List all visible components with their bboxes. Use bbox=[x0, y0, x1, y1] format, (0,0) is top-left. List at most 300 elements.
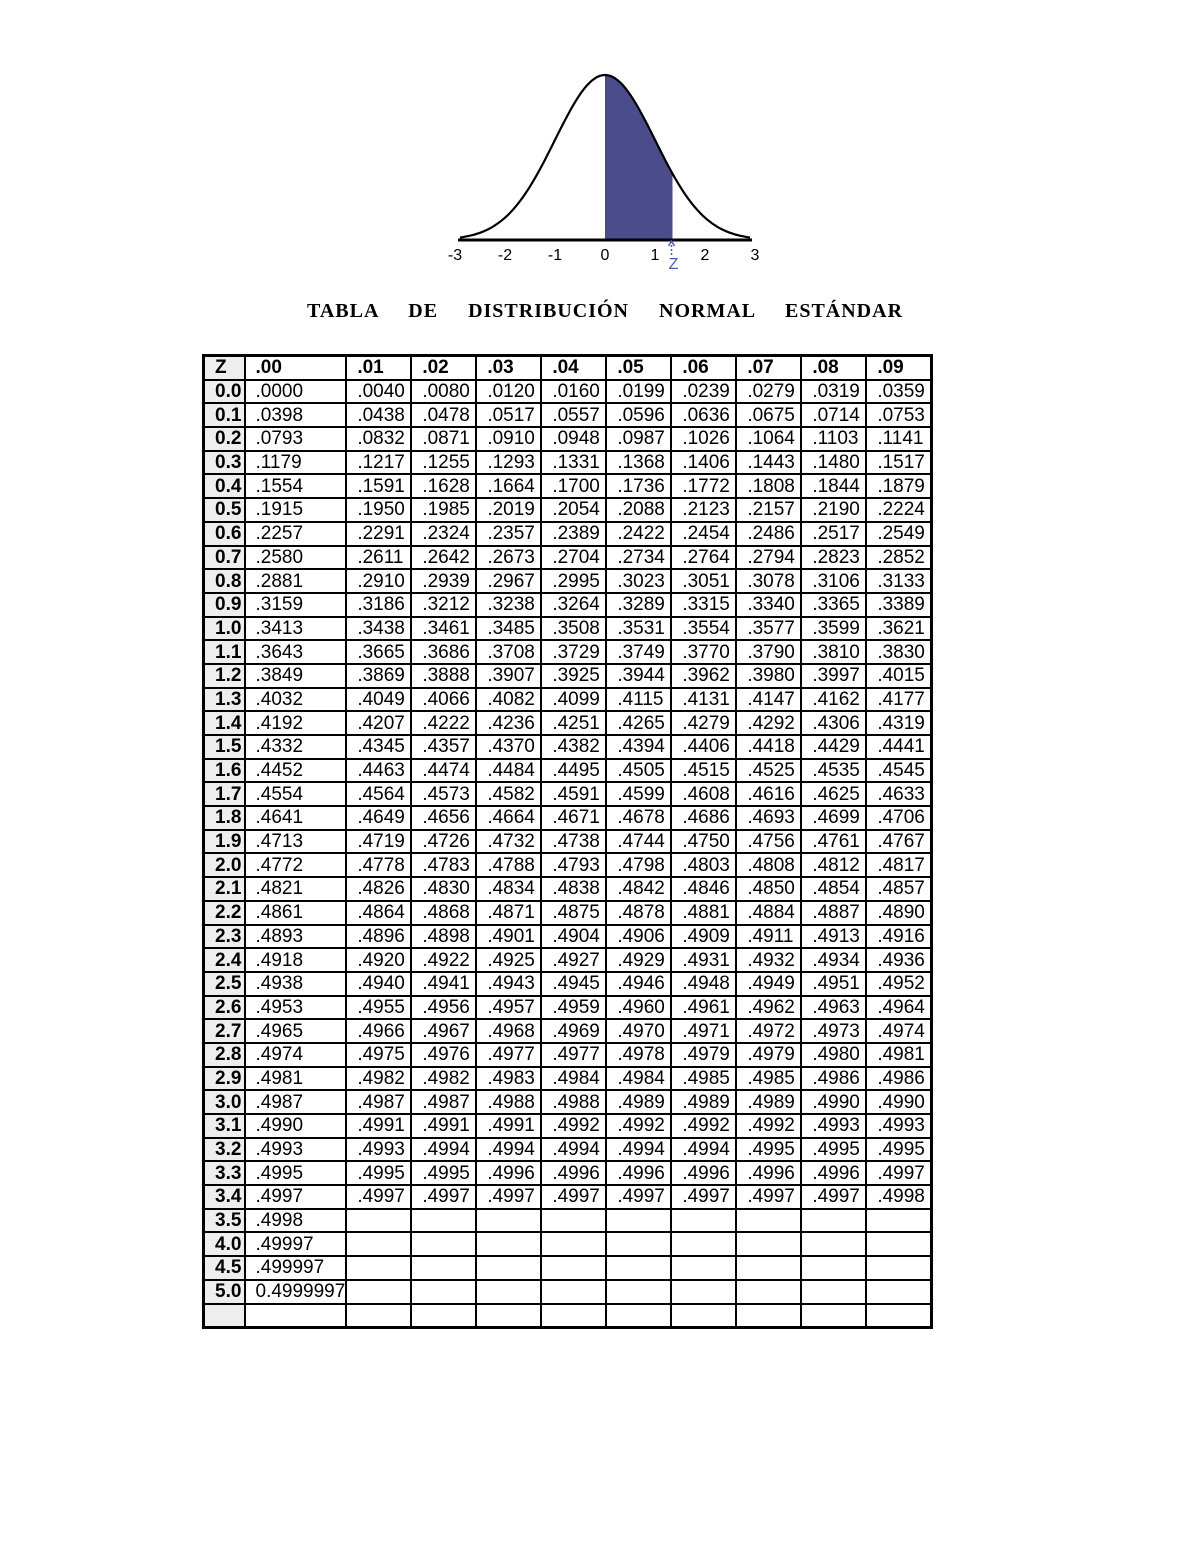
table-cell: .3461 bbox=[411, 617, 476, 641]
table-cell: .4996 bbox=[606, 1161, 671, 1185]
table-cell: .4969 bbox=[541, 1019, 606, 1043]
table-cell: .4981 bbox=[866, 1043, 931, 1067]
table-cell: .4997 bbox=[476, 1185, 541, 1209]
table-cell bbox=[801, 1304, 866, 1328]
table-row bbox=[204, 1161, 932, 1185]
table-cell: .4916 bbox=[866, 925, 931, 949]
table-cell: .4995 bbox=[411, 1161, 476, 1185]
table-cell: .2642 bbox=[411, 546, 476, 570]
table-cell: .2190 bbox=[801, 498, 866, 522]
table-cell: .4761 bbox=[801, 830, 866, 854]
table-cell: .1293 bbox=[476, 451, 541, 475]
table-cell: .3531 bbox=[606, 617, 671, 641]
table-cell: .4082 bbox=[476, 688, 541, 712]
table-cell: .2357 bbox=[476, 522, 541, 546]
table-cell: .4984 bbox=[606, 1067, 671, 1091]
table-row bbox=[204, 735, 932, 759]
table-cell: .4971 bbox=[671, 1019, 736, 1043]
table-cell: .4987 bbox=[411, 1090, 476, 1114]
z-row-label: 2.5 bbox=[204, 972, 245, 996]
table-cell: .4941 bbox=[411, 972, 476, 996]
table-row bbox=[204, 664, 932, 688]
table-cell bbox=[866, 1280, 931, 1304]
table-row bbox=[204, 593, 932, 617]
table-cell: .4959 bbox=[541, 996, 606, 1020]
table-cell: .0040 bbox=[346, 380, 411, 404]
table-cell: .3790 bbox=[736, 640, 801, 664]
table-cell bbox=[671, 1232, 736, 1256]
table-cell bbox=[411, 1232, 476, 1256]
table-cell: .0675 bbox=[736, 403, 801, 427]
table-row bbox=[204, 1209, 932, 1233]
table-cell: .4726 bbox=[411, 830, 476, 854]
table-cell bbox=[346, 1280, 411, 1304]
table-row bbox=[204, 522, 932, 546]
table-cell: .4793 bbox=[541, 853, 606, 877]
table-cell: .4783 bbox=[411, 853, 476, 877]
table-cell: .4678 bbox=[606, 806, 671, 830]
table-cell: .4951 bbox=[801, 972, 866, 996]
table-cell: .4115 bbox=[606, 688, 671, 712]
table-cell: .0199 bbox=[606, 380, 671, 404]
z-row-label: 3.4 bbox=[204, 1185, 245, 1209]
table-cell: .3508 bbox=[541, 617, 606, 641]
table-cell: .4625 bbox=[801, 782, 866, 806]
table-row bbox=[204, 1019, 932, 1043]
axis-tick-label: 1 bbox=[650, 247, 660, 264]
column-header: .08 bbox=[801, 356, 866, 380]
table-cell: .4906 bbox=[606, 925, 671, 949]
table-cell: .4871 bbox=[476, 901, 541, 925]
table-cell: .4686 bbox=[671, 806, 736, 830]
table-cell: .4474 bbox=[411, 759, 476, 783]
table-cell: .3621 bbox=[866, 617, 931, 641]
table-cell: .1844 bbox=[801, 474, 866, 498]
table-cell: .4990 bbox=[866, 1090, 931, 1114]
table-cell bbox=[476, 1304, 541, 1328]
z-row-label: 0.5 bbox=[204, 498, 245, 522]
table-row bbox=[204, 1280, 932, 1304]
table-cell: .4131 bbox=[671, 688, 736, 712]
axis-tick-label: -1 bbox=[547, 247, 563, 264]
table-cell: .4394 bbox=[606, 735, 671, 759]
table-cell: .4772 bbox=[245, 853, 347, 877]
table-cell: .4992 bbox=[671, 1114, 736, 1138]
table-cell: .3686 bbox=[411, 640, 476, 664]
table-cell: .0517 bbox=[476, 403, 541, 427]
table-cell: .3708 bbox=[476, 640, 541, 664]
table-cell: .0359 bbox=[866, 380, 931, 404]
table-cell: .2422 bbox=[606, 522, 671, 546]
table-row bbox=[204, 782, 932, 806]
table-cell: .4608 bbox=[671, 782, 736, 806]
table-cell: .4961 bbox=[671, 996, 736, 1020]
table-cell: .4901 bbox=[476, 925, 541, 949]
table-cell: .3888 bbox=[411, 664, 476, 688]
header-row bbox=[204, 356, 932, 380]
table-row bbox=[204, 403, 932, 427]
table-cell: .3264 bbox=[541, 593, 606, 617]
table-cell bbox=[541, 1280, 606, 1304]
column-header: .02 bbox=[411, 356, 476, 380]
table-cell: .4974 bbox=[245, 1043, 347, 1067]
axis-tick-label: 2 bbox=[700, 247, 710, 264]
z-row-label: 0.2 bbox=[204, 427, 245, 451]
table-cell: .4932 bbox=[736, 948, 801, 972]
table-row bbox=[204, 1067, 932, 1091]
table-cell: .2088 bbox=[606, 498, 671, 522]
table-cell: .4989 bbox=[606, 1090, 671, 1114]
table-cell bbox=[866, 1232, 931, 1256]
table-cell: .4370 bbox=[476, 735, 541, 759]
table-cell: .4382 bbox=[541, 735, 606, 759]
z-row-label: 2.7 bbox=[204, 1019, 245, 1043]
table-cell: .4032 bbox=[245, 688, 347, 712]
table-cell: .2823 bbox=[801, 546, 866, 570]
table-cell bbox=[866, 1304, 931, 1328]
table-cell: .3023 bbox=[606, 569, 671, 593]
table-cell: .3962 bbox=[671, 664, 736, 688]
table-cell: .49997 bbox=[245, 1232, 347, 1256]
table-cell: .4830 bbox=[411, 877, 476, 901]
z-row-label bbox=[204, 1304, 245, 1328]
table-cell: .4732 bbox=[476, 830, 541, 854]
table-cell: .4998 bbox=[866, 1185, 931, 1209]
table-cell: .4699 bbox=[801, 806, 866, 830]
axis-tick-label: -2 bbox=[497, 247, 513, 264]
table-cell: .4963 bbox=[801, 996, 866, 1020]
table-cell: .4406 bbox=[671, 735, 736, 759]
table-cell: .4991 bbox=[476, 1114, 541, 1138]
table-cell: .2486 bbox=[736, 522, 801, 546]
z-row-label: 2.4 bbox=[204, 948, 245, 972]
table-cell: .4995 bbox=[736, 1138, 801, 1162]
table-row bbox=[204, 996, 932, 1020]
table-row bbox=[204, 830, 932, 854]
table-cell: .4049 bbox=[346, 688, 411, 712]
table-cell: .4988 bbox=[541, 1090, 606, 1114]
table-cell: .4989 bbox=[736, 1090, 801, 1114]
axis-tick-label: 3 bbox=[750, 247, 760, 264]
table-cell: .4887 bbox=[801, 901, 866, 925]
table-cell: .4357 bbox=[411, 735, 476, 759]
table-cell: .4821 bbox=[245, 877, 347, 901]
table-cell: .4955 bbox=[346, 996, 411, 1020]
table-cell: .1141 bbox=[866, 427, 931, 451]
table-cell: .1103 bbox=[801, 427, 866, 451]
table-cell: .4798 bbox=[606, 853, 671, 877]
table-cell: .1517 bbox=[866, 451, 931, 475]
table-cell: .3485 bbox=[476, 617, 541, 641]
z-column-header: Z bbox=[204, 356, 245, 380]
table-row bbox=[204, 853, 932, 877]
table-cell: .4994 bbox=[541, 1138, 606, 1162]
table-cell: .4909 bbox=[671, 925, 736, 949]
table-cell: .4788 bbox=[476, 853, 541, 877]
table-cell: .4968 bbox=[476, 1019, 541, 1043]
table-cell: .0987 bbox=[606, 427, 671, 451]
table-row bbox=[204, 617, 932, 641]
table-cell: .4995 bbox=[346, 1161, 411, 1185]
column-header: .00 bbox=[245, 356, 347, 380]
z-row-label: 0.8 bbox=[204, 569, 245, 593]
table-cell bbox=[541, 1304, 606, 1328]
table-row bbox=[204, 759, 932, 783]
table-cell: .4984 bbox=[541, 1067, 606, 1091]
table-cell: .1664 bbox=[476, 474, 541, 498]
table-cell: .4975 bbox=[346, 1043, 411, 1067]
table-cell: .4599 bbox=[606, 782, 671, 806]
table-cell bbox=[606, 1232, 671, 1256]
table-row bbox=[204, 1232, 932, 1256]
z-row-label: 2.2 bbox=[204, 901, 245, 925]
table-cell: .4940 bbox=[346, 972, 411, 996]
table-cell: .1406 bbox=[671, 451, 736, 475]
table-cell: .4990 bbox=[245, 1114, 347, 1138]
table-cell: .4495 bbox=[541, 759, 606, 783]
table-cell: .2881 bbox=[245, 569, 347, 593]
z-row-label: 2.0 bbox=[204, 853, 245, 877]
table-row bbox=[204, 1043, 932, 1067]
table-cell: .4671 bbox=[541, 806, 606, 830]
normal-curve-figure bbox=[447, 62, 760, 277]
table-row bbox=[204, 948, 932, 972]
column-header: .05 bbox=[606, 356, 671, 380]
table-cell: .0948 bbox=[541, 427, 606, 451]
table-cell: .3365 bbox=[801, 593, 866, 617]
table-cell: .4966 bbox=[346, 1019, 411, 1043]
table-cell: .4936 bbox=[866, 948, 931, 972]
table-cell: .0871 bbox=[411, 427, 476, 451]
table-cell bbox=[245, 1304, 347, 1328]
table-cell: .4952 bbox=[866, 972, 931, 996]
column-header: .09 bbox=[866, 356, 931, 380]
table-cell: .4918 bbox=[245, 948, 347, 972]
z-row-label: 4.5 bbox=[204, 1256, 245, 1280]
z-row-label: 3.2 bbox=[204, 1138, 245, 1162]
table-cell: .4525 bbox=[736, 759, 801, 783]
table-cell: .3413 bbox=[245, 617, 347, 641]
table-row bbox=[204, 474, 932, 498]
table-cell: .3907 bbox=[476, 664, 541, 688]
table-cell: .4994 bbox=[411, 1138, 476, 1162]
table-cell: .0438 bbox=[346, 403, 411, 427]
table-cell bbox=[866, 1256, 931, 1280]
table-cell: .3830 bbox=[866, 640, 931, 664]
table-cell: .4803 bbox=[671, 853, 736, 877]
table-cell: .2939 bbox=[411, 569, 476, 593]
z-row-label: 1.2 bbox=[204, 664, 245, 688]
table-cell: .1331 bbox=[541, 451, 606, 475]
z-row-label: 5.0 bbox=[204, 1280, 245, 1304]
table-cell: .4834 bbox=[476, 877, 541, 901]
table-cell: .4985 bbox=[736, 1067, 801, 1091]
table-cell bbox=[866, 1209, 931, 1233]
table-cell: .4927 bbox=[541, 948, 606, 972]
table-cell: .1700 bbox=[541, 474, 606, 498]
table-cell bbox=[346, 1232, 411, 1256]
table-cell: .1443 bbox=[736, 451, 801, 475]
table-cell: .0557 bbox=[541, 403, 606, 427]
table-row bbox=[204, 1185, 932, 1209]
table-cell: .4979 bbox=[736, 1043, 801, 1067]
table-cell: .4207 bbox=[346, 711, 411, 735]
table-row bbox=[204, 569, 932, 593]
table-cell: .4978 bbox=[606, 1043, 671, 1067]
table-cell bbox=[606, 1256, 671, 1280]
z-row-label: 1.7 bbox=[204, 782, 245, 806]
table-cell: .4884 bbox=[736, 901, 801, 925]
table-cell bbox=[476, 1209, 541, 1233]
table-cell: .4564 bbox=[346, 782, 411, 806]
table-cell: .0120 bbox=[476, 380, 541, 404]
table-cell: .1628 bbox=[411, 474, 476, 498]
shaded-area bbox=[605, 75, 673, 240]
z-row-label: 2.8 bbox=[204, 1043, 245, 1067]
table-cell: .4983 bbox=[476, 1067, 541, 1091]
z-row-label: 3.3 bbox=[204, 1161, 245, 1185]
table-cell bbox=[411, 1304, 476, 1328]
table-cell: .4633 bbox=[866, 782, 931, 806]
z-row-label: 0.4 bbox=[204, 474, 245, 498]
table-cell: .1808 bbox=[736, 474, 801, 498]
z-row-label: 0.0 bbox=[204, 380, 245, 404]
table-row bbox=[204, 806, 932, 830]
table-cell: .4292 bbox=[736, 711, 801, 735]
table-cell: .0279 bbox=[736, 380, 801, 404]
table-cell: .4441 bbox=[866, 735, 931, 759]
table-cell: .4931 bbox=[671, 948, 736, 972]
table-cell: .4463 bbox=[346, 759, 411, 783]
z-row-label: 0.3 bbox=[204, 451, 245, 475]
table-row bbox=[204, 451, 932, 475]
table-cell bbox=[346, 1256, 411, 1280]
table-cell: .3315 bbox=[671, 593, 736, 617]
table-cell: .3869 bbox=[346, 664, 411, 688]
table-cell: .4945 bbox=[541, 972, 606, 996]
table-cell: .4878 bbox=[606, 901, 671, 925]
table-cell: .2580 bbox=[245, 546, 347, 570]
table-cell: .4881 bbox=[671, 901, 736, 925]
table-cell: .4997 bbox=[671, 1185, 736, 1209]
table-cell: .4996 bbox=[476, 1161, 541, 1185]
z-row-label: 3.1 bbox=[204, 1114, 245, 1138]
table-cell bbox=[671, 1304, 736, 1328]
table-cell: .0398 bbox=[245, 403, 347, 427]
table-cell: .1064 bbox=[736, 427, 801, 451]
table-cell: .4997 bbox=[541, 1185, 606, 1209]
table-cell: .4838 bbox=[541, 877, 606, 901]
table-cell: .4967 bbox=[411, 1019, 476, 1043]
table-cell: .0080 bbox=[411, 380, 476, 404]
table-cell: .4817 bbox=[866, 853, 931, 877]
table-cell: .3051 bbox=[671, 569, 736, 593]
table-cell: .4554 bbox=[245, 782, 347, 806]
table-cell: .0832 bbox=[346, 427, 411, 451]
table-row bbox=[204, 498, 932, 522]
table-cell: .4925 bbox=[476, 948, 541, 972]
table-cell: 0.4999997 bbox=[245, 1280, 347, 1304]
table-cell: .4929 bbox=[606, 948, 671, 972]
table-cell: .2794 bbox=[736, 546, 801, 570]
table-cell: .4938 bbox=[245, 972, 347, 996]
table-cell: .3980 bbox=[736, 664, 801, 688]
table-cell: .4992 bbox=[541, 1114, 606, 1138]
table-cell: .4756 bbox=[736, 830, 801, 854]
table-cell: .4664 bbox=[476, 806, 541, 830]
table-row bbox=[204, 640, 932, 664]
table-cell: .4986 bbox=[801, 1067, 866, 1091]
table-row bbox=[204, 711, 932, 735]
table-cell: .4591 bbox=[541, 782, 606, 806]
table-cell: .2291 bbox=[346, 522, 411, 546]
table-cell: .4192 bbox=[245, 711, 347, 735]
table-cell: .4868 bbox=[411, 901, 476, 925]
z-marker-label: Z bbox=[668, 256, 679, 273]
table-cell: .1179 bbox=[245, 451, 347, 475]
table-cell: .4934 bbox=[801, 948, 866, 972]
table-cell: .3849 bbox=[245, 664, 347, 688]
table-cell: .0319 bbox=[801, 380, 866, 404]
table-cell: .4893 bbox=[245, 925, 347, 949]
table-cell: .4222 bbox=[411, 711, 476, 735]
table-cell: .4994 bbox=[671, 1138, 736, 1162]
table-cell: .4015 bbox=[866, 664, 931, 688]
table-row bbox=[204, 688, 932, 712]
table-cell: .4972 bbox=[736, 1019, 801, 1043]
axis-tick-label: -3 bbox=[447, 247, 463, 264]
table-cell: .2454 bbox=[671, 522, 736, 546]
table-cell: .1950 bbox=[346, 498, 411, 522]
table-cell: .4719 bbox=[346, 830, 411, 854]
table-cell: .4997 bbox=[411, 1185, 476, 1209]
table-cell bbox=[801, 1209, 866, 1233]
table-cell: .4452 bbox=[245, 759, 347, 783]
table-cell: .3554 bbox=[671, 617, 736, 641]
column-header: .03 bbox=[476, 356, 541, 380]
table-cell: .1026 bbox=[671, 427, 736, 451]
table-cell: .2123 bbox=[671, 498, 736, 522]
table-cell bbox=[801, 1256, 866, 1280]
table-cell: .2157 bbox=[736, 498, 801, 522]
table-cell: .3665 bbox=[346, 640, 411, 664]
table-cell: .4857 bbox=[866, 877, 931, 901]
table-cell: .4994 bbox=[476, 1138, 541, 1162]
table-cell: .4957 bbox=[476, 996, 541, 1020]
table-cell: .4960 bbox=[606, 996, 671, 1020]
table-row bbox=[204, 901, 932, 925]
table-cell: .1255 bbox=[411, 451, 476, 475]
table-cell: .3810 bbox=[801, 640, 866, 664]
table-cell: .4713 bbox=[245, 830, 347, 854]
table-cell: .1480 bbox=[801, 451, 866, 475]
table-cell: .4265 bbox=[606, 711, 671, 735]
table-cell: .4989 bbox=[671, 1090, 736, 1114]
table-cell: .4949 bbox=[736, 972, 801, 996]
table-cell: .1554 bbox=[245, 474, 347, 498]
table-cell: .4812 bbox=[801, 853, 866, 877]
z-row-label: 1.8 bbox=[204, 806, 245, 830]
table-cell: .4973 bbox=[801, 1019, 866, 1043]
table-cell bbox=[801, 1280, 866, 1304]
table-cell bbox=[346, 1209, 411, 1233]
table-cell: .4429 bbox=[801, 735, 866, 759]
table-row bbox=[204, 1090, 932, 1114]
table-cell: .4996 bbox=[801, 1161, 866, 1185]
table-cell: .0596 bbox=[606, 403, 671, 427]
table-cell bbox=[606, 1304, 671, 1328]
table-cell: .4904 bbox=[541, 925, 606, 949]
